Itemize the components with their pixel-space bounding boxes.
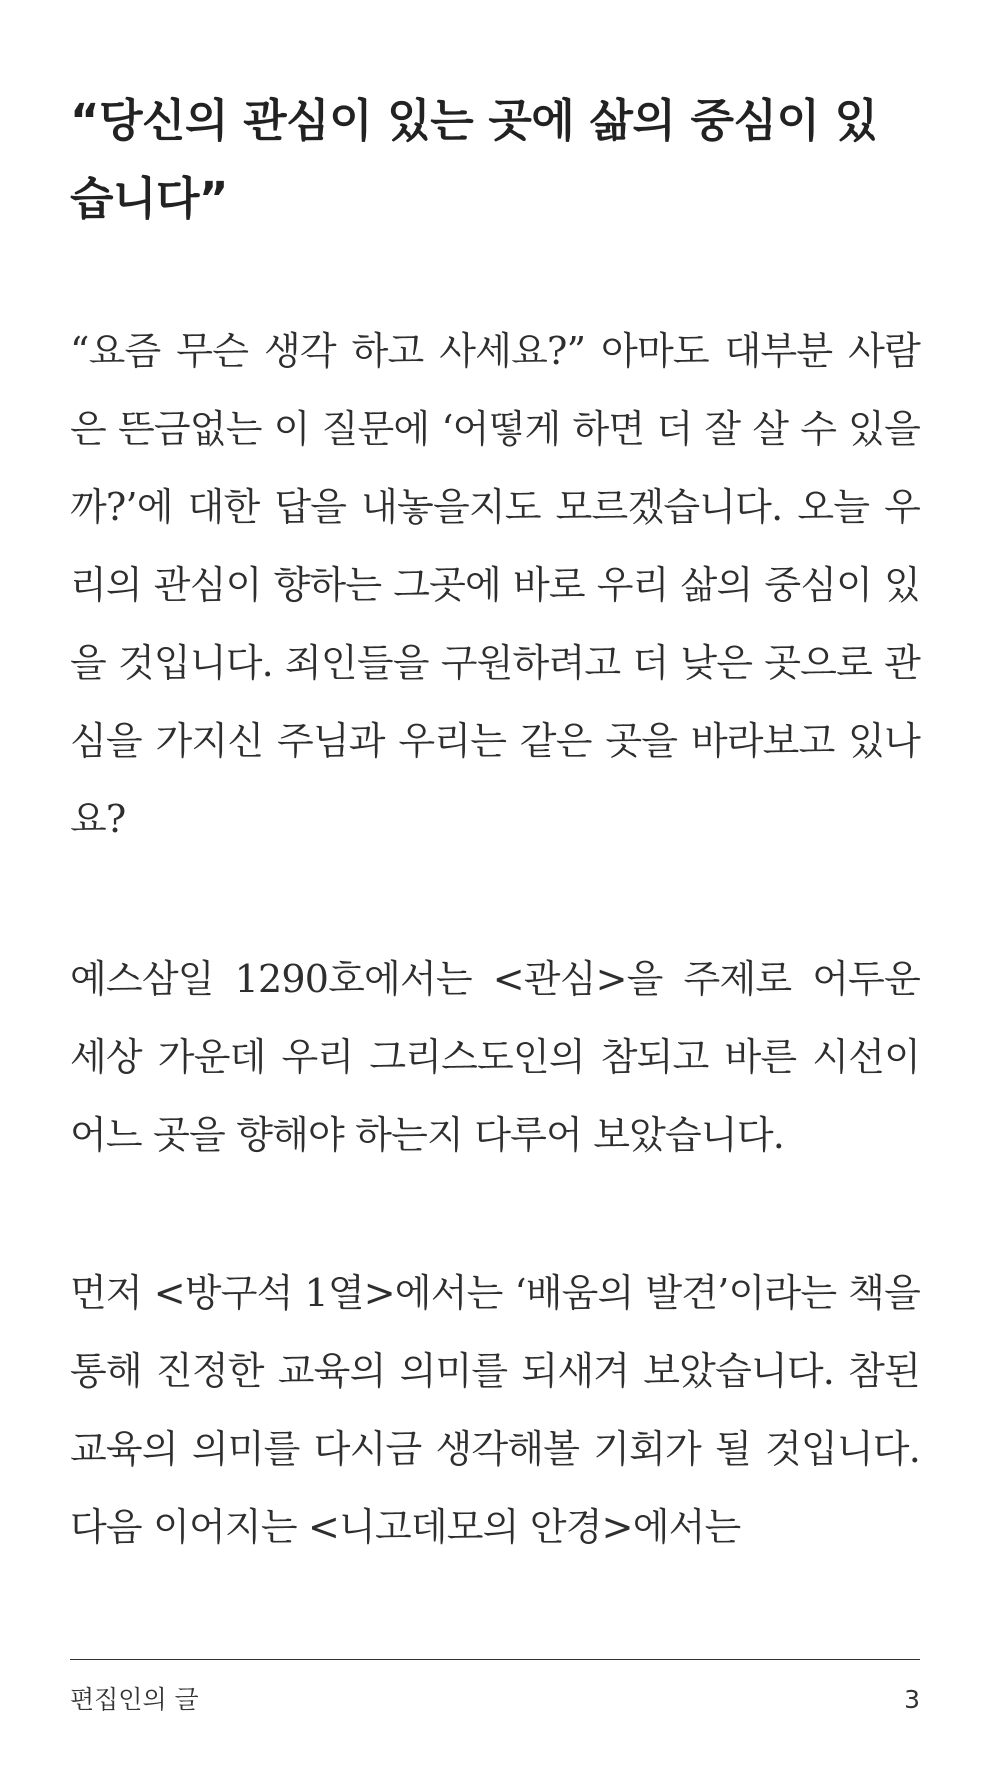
body-paragraph-1: “요즘 무슨 생각 하고 사세요?” 아마도 대부분 사람은 뜬금없는 이 질문에 ‘어떻게 하면 더 잘 살 수 있을까?’에 대한 답을 내놓을지도 모르겠습니다. 오늘 우리의 관심이 향하는 그곳에 바로 우리 삶의 중심이 있을 것입니다. 죄인들을 구원하려고 더 낮은 곳으로 관심을 가지신 주님과 우리는 같은 곳을 바라보고 있나요?: [70, 329, 920, 841]
footer-section-title: 편집인의 글: [70, 1685, 199, 1714]
document-page: [70, 0, 920, 1770]
article-title: “당신의 관심이 있는 곳에 삶의 중심이 있습니다”: [70, 94, 878, 225]
body-paragraph-3: 먼저 <방구석 1열>에서는 ‘배움의 발견’이라는 책을 통해 진정한 교육의 의미를 되새겨 보았습니다. 참된 교육의 의미를 다시금 생각해볼 기회가 될 것입니다. 다음 이어지는 <니고데모의 안경>에서는: [70, 1271, 920, 1549]
body-paragraph-2: 예스삼일 1290호에서는 <관심>을 주제로 어두운 세상 가운데 우리 그리스도인의 참되고 바른 시선이 어느 곳을 향해야 하는지 다루어 보았습니다.: [70, 957, 920, 1157]
footer-divider: [70, 1659, 920, 1660]
page-number: 3: [904, 1685, 920, 1714]
